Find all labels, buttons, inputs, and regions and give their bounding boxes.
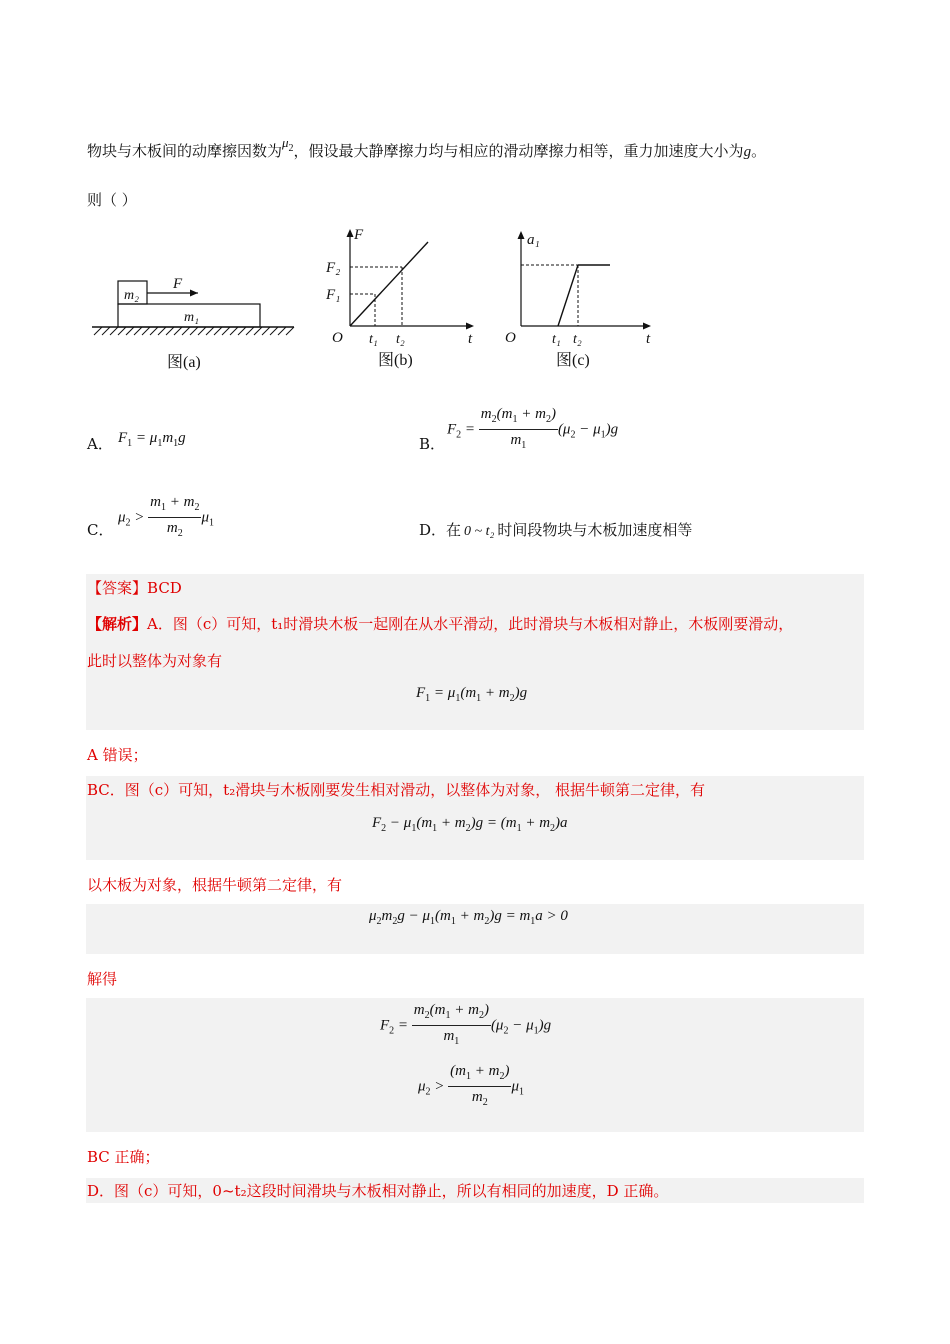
option-d-text-b: 时间段物块与木板加速度相等 <box>497 521 693 539</box>
option-a-formula: $F_1 = \mu_1m_1g$ <box>118 430 186 449</box>
c-x-label: t <box>646 331 651 347</box>
b-t2-label: t₂ <box>396 332 405 347</box>
force-arrowhead <box>190 290 198 297</box>
c-t1-label: t₁ <box>552 332 561 347</box>
equation-1: $F_1 = \mu_1(m_1 + m_2)g$ <box>416 685 528 704</box>
question-text-b: ，假设最大静摩擦力均与相应的滑动摩擦力相等，重力加速度大小为 <box>293 142 744 160</box>
b-f1-label: F₁ <box>326 287 341 303</box>
figure-b-caption: 图(b) <box>378 352 413 369</box>
option-d-label: D． <box>419 521 447 539</box>
b-t1-label: t₁ <box>369 332 378 347</box>
analysis-label: 【解析】 <box>87 615 148 633</box>
analysis-p5: 以木板为对象，根据牛顿第二定律，有 <box>87 876 343 894</box>
mu2-symbol: $\mu_2$ <box>282 135 294 154</box>
option-c-formula: $\mu_2$ > $\frac{m_1 + m_2}{m_2}$ $\mu_1$ <box>118 494 214 539</box>
b-x-label: t <box>468 331 473 347</box>
answer-label: 【答案】 <box>87 579 148 597</box>
c-t2-label: t₂ <box>573 332 582 347</box>
equation-3: $\mu_2m_2g - \mu_1(m_1 + m_2)g = m_1a > 0$ <box>369 908 568 927</box>
option-d-text-a: 在 <box>446 521 462 539</box>
option-d[interactable] <box>419 520 692 542</box>
block-m2-label: m₂ <box>124 288 139 303</box>
c-origin: O <box>505 330 516 346</box>
ground-hatch <box>94 327 294 335</box>
b-f2-label: F₂ <box>326 260 341 276</box>
figure-c <box>505 231 651 369</box>
option-b-label: B． <box>419 435 446 453</box>
figure-a-caption: 图(a) <box>167 354 201 371</box>
option-b-formula: $F_2$ = $\frac{m_2(m_1 + m_2)}{m_1}$ $(\mu_2 - \mu_1)g$ <box>447 406 619 451</box>
figure-a <box>92 276 294 371</box>
equation-2: $F_2 - \mu_1(m_1 + m_2)g = (m_1 + m_2)a$ <box>372 815 568 834</box>
board-m1-label: m₁ <box>184 310 199 325</box>
analysis-p1: A．图（c）可知，t₁时滑块木板一起刚在从水平滑动，此时滑块与木板相对静止，木板刚要滑动， <box>147 615 794 633</box>
option-d-range: 0 ~ t₂ <box>464 524 495 539</box>
figure-b <box>325 227 474 369</box>
analysis-p2: 此时以整体为对象有 <box>87 652 223 670</box>
b-force-line <box>350 242 428 326</box>
option-c[interactable] <box>87 520 113 540</box>
option-a-label: A． <box>87 435 113 453</box>
answer-value: BCD <box>147 579 182 597</box>
analysis-p3: A 错误； <box>87 746 148 764</box>
force-label: F <box>173 276 183 292</box>
c-accel-ramp <box>558 265 578 326</box>
question-line-2: 则（ ） <box>87 191 137 209</box>
g-symbol: g <box>743 144 752 160</box>
analysis-p8: D．图（c）可知，0~t₂这段时间滑块与木板相对静止，所以有相同的加速度，D 正确。 <box>87 1182 669 1200</box>
b-y-label: F <box>354 227 364 243</box>
option-b[interactable] <box>419 434 445 454</box>
option-a[interactable] <box>87 434 113 454</box>
question-line-1 <box>87 135 767 168</box>
analysis-p7: BC 正确； <box>87 1148 160 1166</box>
analysis-line-1 <box>87 614 793 634</box>
figure-c-caption: 图(c) <box>556 352 590 369</box>
analysis-p6: 解得 <box>87 970 118 988</box>
equation-5: $\mu_2$ > $\frac{(m_1 + m_2)}{m_2}$ $\mu_1$ <box>418 1063 524 1108</box>
c-y-label: a₁ <box>527 232 540 248</box>
figures <box>80 222 680 374</box>
question-text-a: 物块与木板间的动摩擦因数为 <box>87 142 283 160</box>
answer-line <box>87 578 182 598</box>
equation-4: $F_2$ = $\frac{m_2(m_1 + m_2)}{m_1}$ $(\mu_2 - \mu_1)g$ <box>380 1002 552 1047</box>
analysis-p4: BC．图（c）可知，t₂滑块与木板刚要发生相对滑动，以整体为对象， 根据牛顿第二定律，有 <box>87 781 705 799</box>
question-text-end: 。 <box>751 142 767 160</box>
option-c-label: C． <box>87 521 114 539</box>
b-origin: O <box>332 330 343 346</box>
